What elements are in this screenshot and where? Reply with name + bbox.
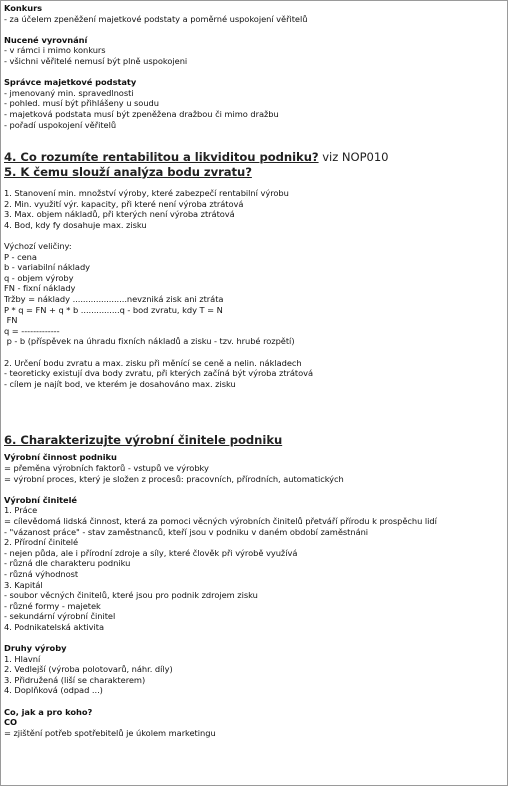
heading-6	[4, 433, 505, 448]
section-title-druhy: Druhy výroby	[4, 643, 67, 654]
text-line: = zjištění potřeb spotřebitelů je úkolem marketingu	[4, 727, 216, 738]
text-line: P - cena	[4, 251, 37, 262]
heading-5-text: 5. K čemu slouží analýza bodu zvratu?	[4, 165, 252, 180]
heading-6-text: 6. Charakterizujte výrobní činitele podniku	[4, 433, 283, 448]
list-item: 3. Max. objem nákladů, při kterých není výroba ztrátová	[4, 209, 235, 220]
text-line: 2. Přírodní činitelé	[4, 537, 79, 548]
text-line: = výrobní proces, který je složen z procesů: pracovních, přírodních, automatických	[4, 473, 344, 484]
text-line: 2. Určení bodu zvratu a max. zisku při měnící se ceně a nelin. nákladech	[4, 357, 302, 368]
text-line: 1. Práce	[4, 505, 38, 516]
text-line: Tržby = náklady .....................nevzniká zisk ani ztráta	[4, 294, 224, 305]
subsection-title-co: CO	[4, 717, 18, 728]
text-line: - v rámci i mimo konkurs	[4, 45, 106, 56]
text-line: - majetková podstata musí být zpeněžena dražbou či mimo dražbu	[4, 108, 279, 119]
section-title-cinitele: Výrobní činitelé	[4, 494, 77, 505]
list-item: 1. Stanovení min. množství výroby, které zabezpečí rentabilní výrobu	[4, 188, 289, 199]
text-line: - různá výhodnost	[4, 568, 79, 579]
heading-5	[4, 165, 505, 180]
text-line: - různé formy - majetek	[4, 600, 101, 611]
text-line: - nejen půda, ale i přírodní zdroje a síly, které člověk při výrobě využívá	[4, 547, 298, 558]
document-body	[4, 3, 505, 738]
text-line: FN - fixní náklady	[4, 283, 76, 294]
text-line: P * q = FN + q * b ...............q - bod zvratu, kdy T = N	[4, 304, 223, 315]
text-line: - pořadí uspokojení věřitelů	[4, 119, 117, 130]
text-line: 4. Podnikatelská aktivita	[4, 621, 105, 632]
text-line: 3. Kapitál	[4, 579, 43, 590]
formula-denominator: p - b (příspěvek na úhradu fixních nákladů a zisku - tzv. hrubé rozpětí)	[4, 336, 295, 347]
section-title-spravce: Správce majetkové podstaty	[4, 77, 137, 88]
heading-4-suffix: viz NOP010	[318, 150, 389, 165]
section-title-konkurs: Konkurs	[4, 3, 42, 13]
formula-fraction-bar: q = -------------	[4, 325, 60, 336]
text-line: = cílevědomá lidská činnost, která za pomoci věcných výrobních činitelů přetváří přírodu k prospěchu lidí	[4, 515, 437, 526]
heading-4	[4, 150, 505, 165]
text-line: - všichni věřitelé nemusí být plně uspokojeni	[4, 55, 188, 66]
text-line: - cílem je najít bod, ve kterém je dosahováno max. zisku	[4, 378, 236, 389]
list-item: 2. Vedlejší (výroba polotovarů, náhr. díly)	[4, 664, 173, 675]
list-item: 3. Přidružená (liší se charakterem)	[4, 674, 146, 685]
text-line: Výchozí veličiny:	[4, 241, 72, 252]
text-line: - teoreticky existují dva body zvratu, při kterých začíná být výroba ztrátová	[4, 368, 314, 379]
heading-4-text: 4. Co rozumíte rentabilitou a likviditou podniku?	[4, 150, 319, 165]
text-line: - sekundární výrobní činitel	[4, 611, 116, 622]
text-line: q - objem výroby	[4, 272, 74, 283]
list-item: 1. Hlavní	[4, 653, 41, 664]
list-item: 4. Bod, kdy fy dosahuje max. zisku	[4, 219, 147, 230]
text-line: - různá dle charakteru podniku	[4, 558, 131, 569]
list-item: 4. Doplňková (odpad ...)	[4, 685, 103, 696]
text-line: - za účelem zpeněžení majetkové podstaty a poměrné uspokojení věřitelů	[4, 13, 308, 24]
text-line: - pohled. musí být přihlášeny u soudu	[4, 98, 159, 109]
formula-numerator: FN	[4, 315, 18, 326]
section-title-cinnost: Výrobní činnost podniku	[4, 452, 117, 463]
text-line: - soubor věcných činitelů, které jsou pro podnik zdrojem zisku	[4, 590, 258, 601]
text-line: - jmenovaný min. spravedlnosti	[4, 87, 134, 98]
section-title-co-jak: Co, jak a pro koho?	[4, 706, 93, 717]
text-line: = přeměna výrobních faktorů - vstupů ve výrobky	[4, 463, 209, 473]
list-item: 2. Min. využití výr. kapacity, při které není výroba ztrátová	[4, 198, 244, 209]
section-title-vyrovnani: Nucené vyrovnání	[4, 34, 88, 45]
text-line: - "vázanost práce" - stav zaměstnanců, kteří jsou v podniku v daném období zaměstnáni	[4, 526, 369, 537]
text-line: b - variabilní náklady	[4, 262, 91, 273]
